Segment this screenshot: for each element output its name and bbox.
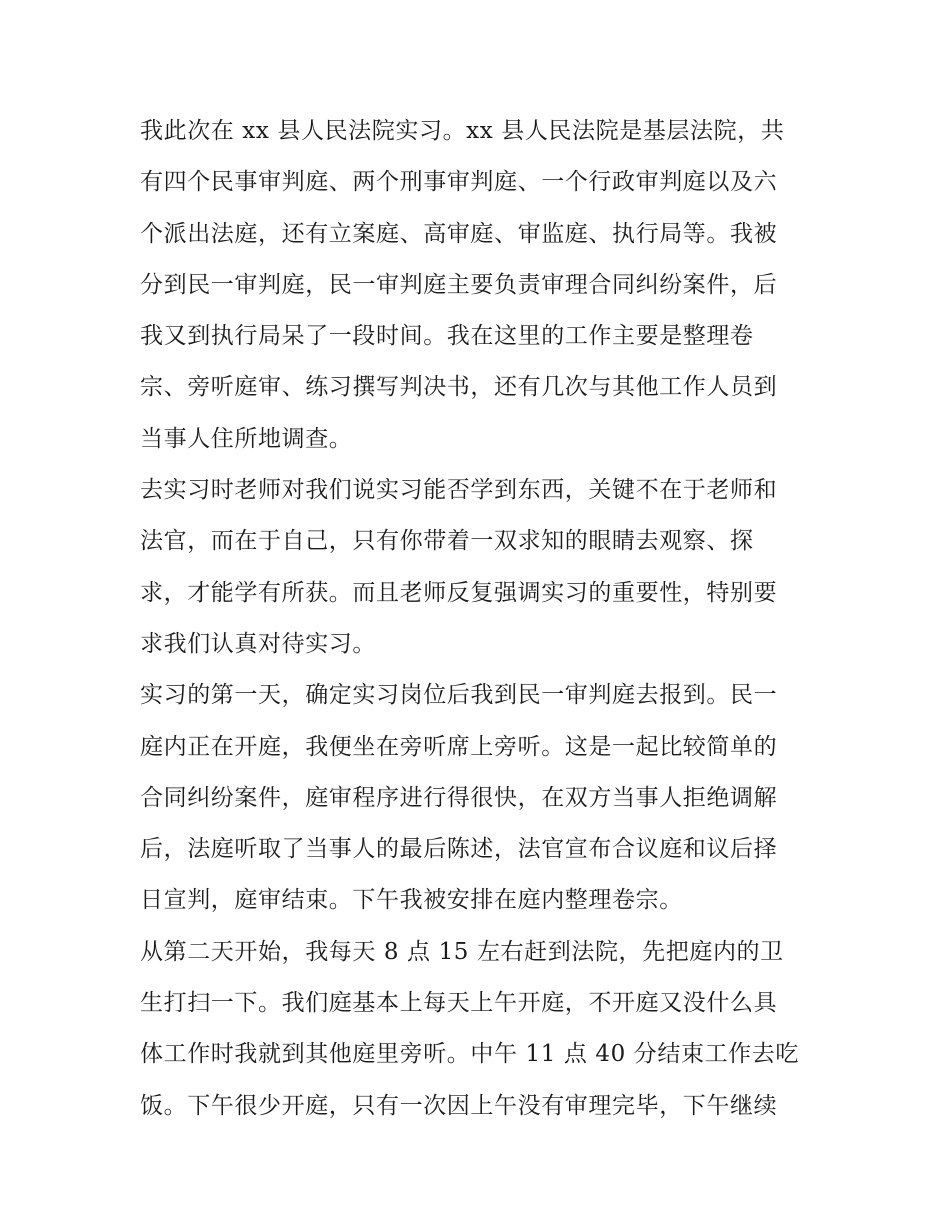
text-line: 我又到执行局呆了一段时间。我在这里的工作主要是整理卷 xyxy=(140,323,754,350)
text-line: 宗、旁听庭审、练习撰写判决书，还有几次与其他工作人员到 xyxy=(140,374,778,401)
text-line: 我此次在 xx 县人民法院实习。xx 县人民法院是基层法院，共 xyxy=(140,118,785,144)
text-line: 后，法庭听取了当事人的最后陈述，法官宣布合议庭和议后择 xyxy=(140,836,778,863)
text-line: 分到民一审判庭，民一审判庭主要负责审理合同纠纷案件，后 xyxy=(140,271,778,298)
text-line: 体工作时我就到其他庭里旁听。中午 11 点 40 分结束工作去吃 xyxy=(140,1041,799,1068)
text-line: 当事人住所地调查。 xyxy=(140,425,353,452)
text-line: 去实习时老师对我们说实习能否学到东西，关键不在于老师和 xyxy=(140,477,778,504)
text-line: 法官，而在于自己，只有你带着一双求知的眼睛去观察、探 xyxy=(140,528,754,555)
text-line: 庭内正在开庭，我便坐在旁听席上旁听。这是一起比较简单的 xyxy=(140,733,778,760)
text-line: 求，才能学有所获。而且老师反复强调实习的重要性，特别要 xyxy=(140,579,778,606)
text-line: 合同纠纷案件，庭审程序进行得很快，在双方当事人拒绝调解 xyxy=(140,784,778,811)
document-body xyxy=(140,106,820,1132)
text-line: 日宣判，庭审结束。下午我被安排在庭内整理卷宗。 xyxy=(140,887,683,914)
text-line: 个派出法庭，还有立案庭、高审庭、审监庭、执行局等。我被 xyxy=(140,220,778,247)
text-line: 饭。下午很少开庭，只有一次因上午没有审理完毕，下午继续 xyxy=(140,1092,778,1119)
text-line: 从第二天开始，我每天 8 点 15 左右赶到法院，先把庭内的卫 xyxy=(140,938,784,965)
text-line: 生打扫一下。我们庭基本上每天上午开庭，不开庭又没什么具 xyxy=(140,990,778,1017)
text-line: 求我们认真对待实习。 xyxy=(140,630,376,657)
text-line: 实习的第一天，确定实习岗位后我到民一审判庭去报到。民一 xyxy=(140,682,778,709)
text-line: 有四个民事审判庭、两个刑事审判庭、一个行政审判庭以及六 xyxy=(140,169,778,196)
